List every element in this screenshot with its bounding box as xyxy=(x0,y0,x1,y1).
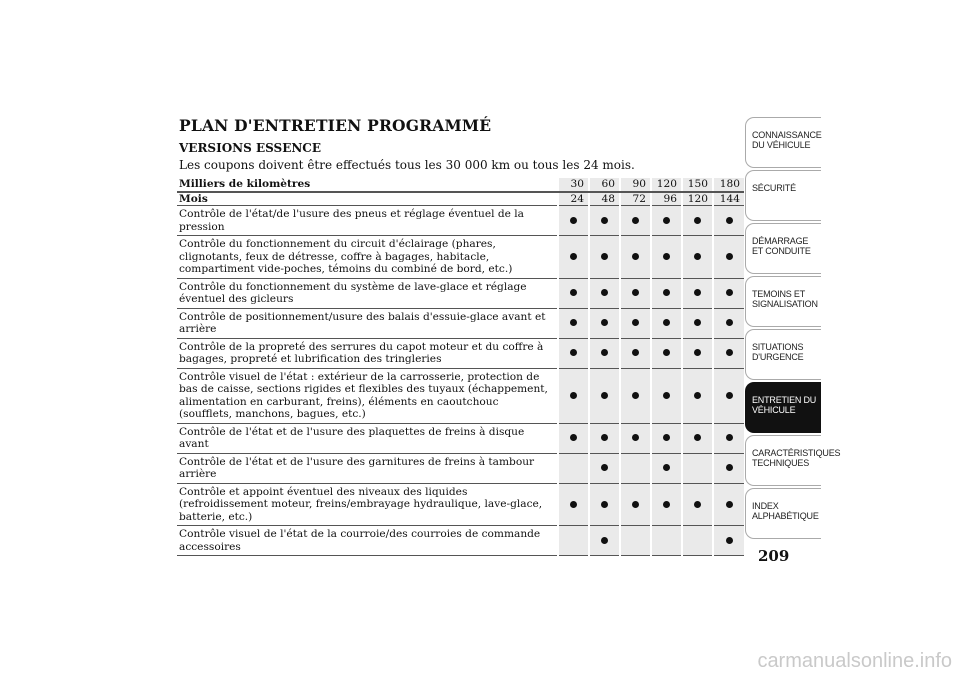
schedule-cell xyxy=(620,483,651,526)
schedule-cell xyxy=(713,483,744,526)
km-header-cell: 90 xyxy=(620,178,651,192)
sidebar-tab-entretien[interactable]: ENTRETIEN DU VÉHICULE xyxy=(745,382,821,433)
check-dot-icon xyxy=(632,434,639,441)
schedule-cell xyxy=(682,308,713,338)
check-dot-icon xyxy=(726,217,733,224)
schedule-cell xyxy=(713,423,744,453)
check-dot-icon xyxy=(694,319,701,326)
km-header-cell: 60 xyxy=(589,178,620,192)
check-dot-icon xyxy=(694,501,701,508)
check-dot-icon xyxy=(632,289,639,296)
schedule-cell xyxy=(620,206,651,236)
table-row xyxy=(177,236,744,279)
check-dot-icon xyxy=(694,289,701,296)
row-label: Contrôle de l'état/de l'usure des pneus et réglage éventuel de la pression xyxy=(179,208,524,233)
km-header-cell: 150 xyxy=(682,178,713,192)
schedule-cell xyxy=(682,338,713,368)
schedule-cell xyxy=(713,278,744,308)
schedule-cell xyxy=(713,453,744,483)
table-row xyxy=(177,206,744,236)
check-dot-icon xyxy=(694,217,701,224)
sidebar-tab-connaissance[interactable]: CONNAISSANCE DU VÉHICULE xyxy=(745,117,821,168)
row-label: Contrôle de l'état et de l'usure des garnitures de freins à tambour arrière xyxy=(179,455,535,480)
table-row xyxy=(177,368,744,423)
check-dot-icon xyxy=(663,217,670,224)
schedule-cell xyxy=(589,453,620,483)
check-dot-icon xyxy=(726,434,733,441)
check-dot-icon xyxy=(570,434,577,441)
months-header-label: Mois xyxy=(177,192,558,206)
check-dot-icon xyxy=(726,319,733,326)
check-dot-icon xyxy=(663,392,670,399)
table-row xyxy=(177,423,744,453)
table-row xyxy=(177,278,744,308)
check-dot-icon xyxy=(601,464,608,471)
table-row xyxy=(177,453,744,483)
months-header-cell: 72 xyxy=(620,192,651,206)
schedule-cell xyxy=(558,453,589,483)
schedule-cell xyxy=(558,206,589,236)
row-label: Contrôle visuel de l'état de la courroie/des courroies de commande accessoires xyxy=(179,528,541,553)
km-header-label: Milliers de kilomètres xyxy=(177,178,558,192)
schedule-cell xyxy=(713,338,744,368)
check-dot-icon xyxy=(601,349,608,356)
sidebar-tab-temoins[interactable]: TEMOINS ET SIGNALISATION xyxy=(745,276,821,327)
schedule-cell xyxy=(651,206,682,236)
check-dot-icon xyxy=(632,349,639,356)
months-header-cell: 144 xyxy=(713,192,744,206)
sidebar-tab-index[interactable]: INDEX ALPHABÉTIQUE xyxy=(745,488,821,539)
check-dot-icon xyxy=(632,253,639,260)
schedule-cell xyxy=(713,526,744,556)
months-header-cell: 24 xyxy=(558,192,589,206)
table-row xyxy=(177,308,744,338)
check-dot-icon xyxy=(601,253,608,260)
schedule-cell xyxy=(651,338,682,368)
schedule-cell xyxy=(589,368,620,423)
row-label: Contrôle de l'état et de l'usure des plaquettes de freins à disque avant xyxy=(179,425,525,450)
schedule-cell xyxy=(558,236,589,279)
check-dot-icon xyxy=(663,253,670,260)
check-dot-icon xyxy=(663,349,670,356)
check-dot-icon xyxy=(601,501,608,508)
check-dot-icon xyxy=(632,217,639,224)
check-dot-icon xyxy=(726,289,733,296)
sidebar-tab-demarrage[interactable]: DÉMARRAGE ET CONDUITE xyxy=(745,223,821,274)
sidebar-tab-securite[interactable]: SÉCURITÉ xyxy=(745,170,821,221)
months-header-row xyxy=(177,192,744,206)
schedule-cell xyxy=(558,308,589,338)
km-header-cell: 180 xyxy=(713,178,744,192)
schedule-cell xyxy=(651,236,682,279)
schedule-cell xyxy=(558,278,589,308)
section-subtitle: VERSIONS ESSENCE xyxy=(179,141,322,155)
row-label: Contrôle visuel de l'état : extérieur de la carrosserie, protection de bas de caisse, sections rigides et flexibles des tuyaux (échappement, alimentation en carburant, freins), éléments en caoutchouc (soufflets, manchons, bagues, etc.) xyxy=(179,370,548,420)
check-dot-icon xyxy=(601,289,608,296)
table-row xyxy=(177,526,744,556)
maintenance-schedule-table xyxy=(177,178,744,556)
check-dot-icon xyxy=(632,392,639,399)
check-dot-icon xyxy=(726,392,733,399)
schedule-cell xyxy=(682,453,713,483)
schedule-cell xyxy=(589,278,620,308)
check-dot-icon xyxy=(570,289,577,296)
row-label: Contrôle de la propreté des serrures du capot moteur et du coffre à bagages, propreté et lubrification des tringleries xyxy=(179,340,544,365)
schedule-cell xyxy=(651,278,682,308)
watermark: carmanualsonline.info xyxy=(757,650,952,672)
check-dot-icon xyxy=(663,434,670,441)
check-dot-icon xyxy=(601,537,608,544)
check-dot-icon xyxy=(663,319,670,326)
check-dot-icon xyxy=(694,434,701,441)
schedule-cell xyxy=(620,526,651,556)
check-dot-icon xyxy=(632,319,639,326)
schedule-cell xyxy=(620,308,651,338)
check-dot-icon xyxy=(726,501,733,508)
check-dot-icon xyxy=(570,501,577,508)
schedule-cell xyxy=(682,278,713,308)
months-header-cell: 120 xyxy=(682,192,713,206)
km-header-row xyxy=(177,178,744,192)
km-header-cell: 30 xyxy=(558,178,589,192)
schedule-cell xyxy=(682,526,713,556)
intro-text: Les coupons doivent être effectués tous les 30 000 km ou tous les 24 mois. xyxy=(179,158,635,172)
schedule-cell xyxy=(620,368,651,423)
sidebar-tab-situations[interactable]: SITUATIONS D'URGENCE xyxy=(745,329,821,380)
schedule-cell xyxy=(682,423,713,453)
check-dot-icon xyxy=(570,392,577,399)
row-label: Contrôle du fonctionnement du circuit d'éclairage (phares, clignotants, feux de détresse, coffre à bagages, habitacle, compartiment vide-poches, témoins du combiné de bord, etc.) xyxy=(179,238,513,275)
schedule-cell xyxy=(589,236,620,279)
schedule-cell xyxy=(651,368,682,423)
schedule-cell xyxy=(682,236,713,279)
km-header-cell: 120 xyxy=(651,178,682,192)
schedule-cell xyxy=(558,526,589,556)
schedule-cell xyxy=(620,236,651,279)
table-row xyxy=(177,483,744,526)
check-dot-icon xyxy=(601,319,608,326)
schedule-cell xyxy=(713,206,744,236)
check-dot-icon xyxy=(663,464,670,471)
schedule-cell xyxy=(589,338,620,368)
schedule-cell xyxy=(682,368,713,423)
check-dot-icon xyxy=(570,253,577,260)
chapter-nav xyxy=(745,117,841,541)
schedule-cell xyxy=(558,368,589,423)
months-header-cell: 48 xyxy=(589,192,620,206)
schedule-cell xyxy=(589,526,620,556)
page-title: PLAN D'ENTRETIEN PROGRAMMÉ xyxy=(179,116,492,135)
schedule-cell xyxy=(558,483,589,526)
schedule-cell xyxy=(651,453,682,483)
row-label: Contrôle et appoint éventuel des niveaux des liquides (refroidissement moteur, freins/embrayage hydraulique, lave-glace, batterie, etc.) xyxy=(179,485,543,523)
page-number: 209 xyxy=(758,547,790,565)
schedule-cell xyxy=(589,423,620,453)
schedule-cell xyxy=(589,483,620,526)
schedule-cell xyxy=(713,236,744,279)
schedule-cell xyxy=(620,453,651,483)
check-dot-icon xyxy=(601,392,608,399)
schedule-cell xyxy=(558,423,589,453)
schedule-cell xyxy=(682,483,713,526)
schedule-cell xyxy=(558,338,589,368)
schedule-cell xyxy=(589,308,620,338)
check-dot-icon xyxy=(694,392,701,399)
schedule-cell xyxy=(713,308,744,338)
schedule-body xyxy=(177,206,744,556)
check-dot-icon xyxy=(570,349,577,356)
months-header-cell: 96 xyxy=(651,192,682,206)
check-dot-icon xyxy=(694,349,701,356)
sidebar-tab-caracteristiques[interactable]: CARACTÉRISTIQUES TECHNIQUES xyxy=(745,435,821,486)
check-dot-icon xyxy=(601,434,608,441)
check-dot-icon xyxy=(570,319,577,326)
check-dot-icon xyxy=(726,537,733,544)
table-row xyxy=(177,338,744,368)
schedule-cell xyxy=(651,526,682,556)
check-dot-icon xyxy=(632,501,639,508)
schedule-cell xyxy=(713,368,744,423)
check-dot-icon xyxy=(726,253,733,260)
check-dot-icon xyxy=(663,501,670,508)
schedule-cell xyxy=(620,338,651,368)
schedule-cell xyxy=(620,278,651,308)
schedule-cell xyxy=(651,308,682,338)
schedule-cell xyxy=(620,423,651,453)
check-dot-icon xyxy=(570,217,577,224)
row-label: Contrôle du fonctionnement du système de lave-glace et réglage éventuel des gicleurs xyxy=(179,280,527,305)
schedule-cell xyxy=(651,423,682,453)
schedule-cell xyxy=(589,206,620,236)
schedule-cell xyxy=(682,206,713,236)
check-dot-icon xyxy=(663,289,670,296)
check-dot-icon xyxy=(694,253,701,260)
check-dot-icon xyxy=(726,349,733,356)
check-dot-icon xyxy=(601,217,608,224)
check-dot-icon xyxy=(726,464,733,471)
row-label: Contrôle de positionnement/usure des balais d'essuie-glace avant et arrière xyxy=(179,310,546,335)
schedule-cell xyxy=(651,483,682,526)
